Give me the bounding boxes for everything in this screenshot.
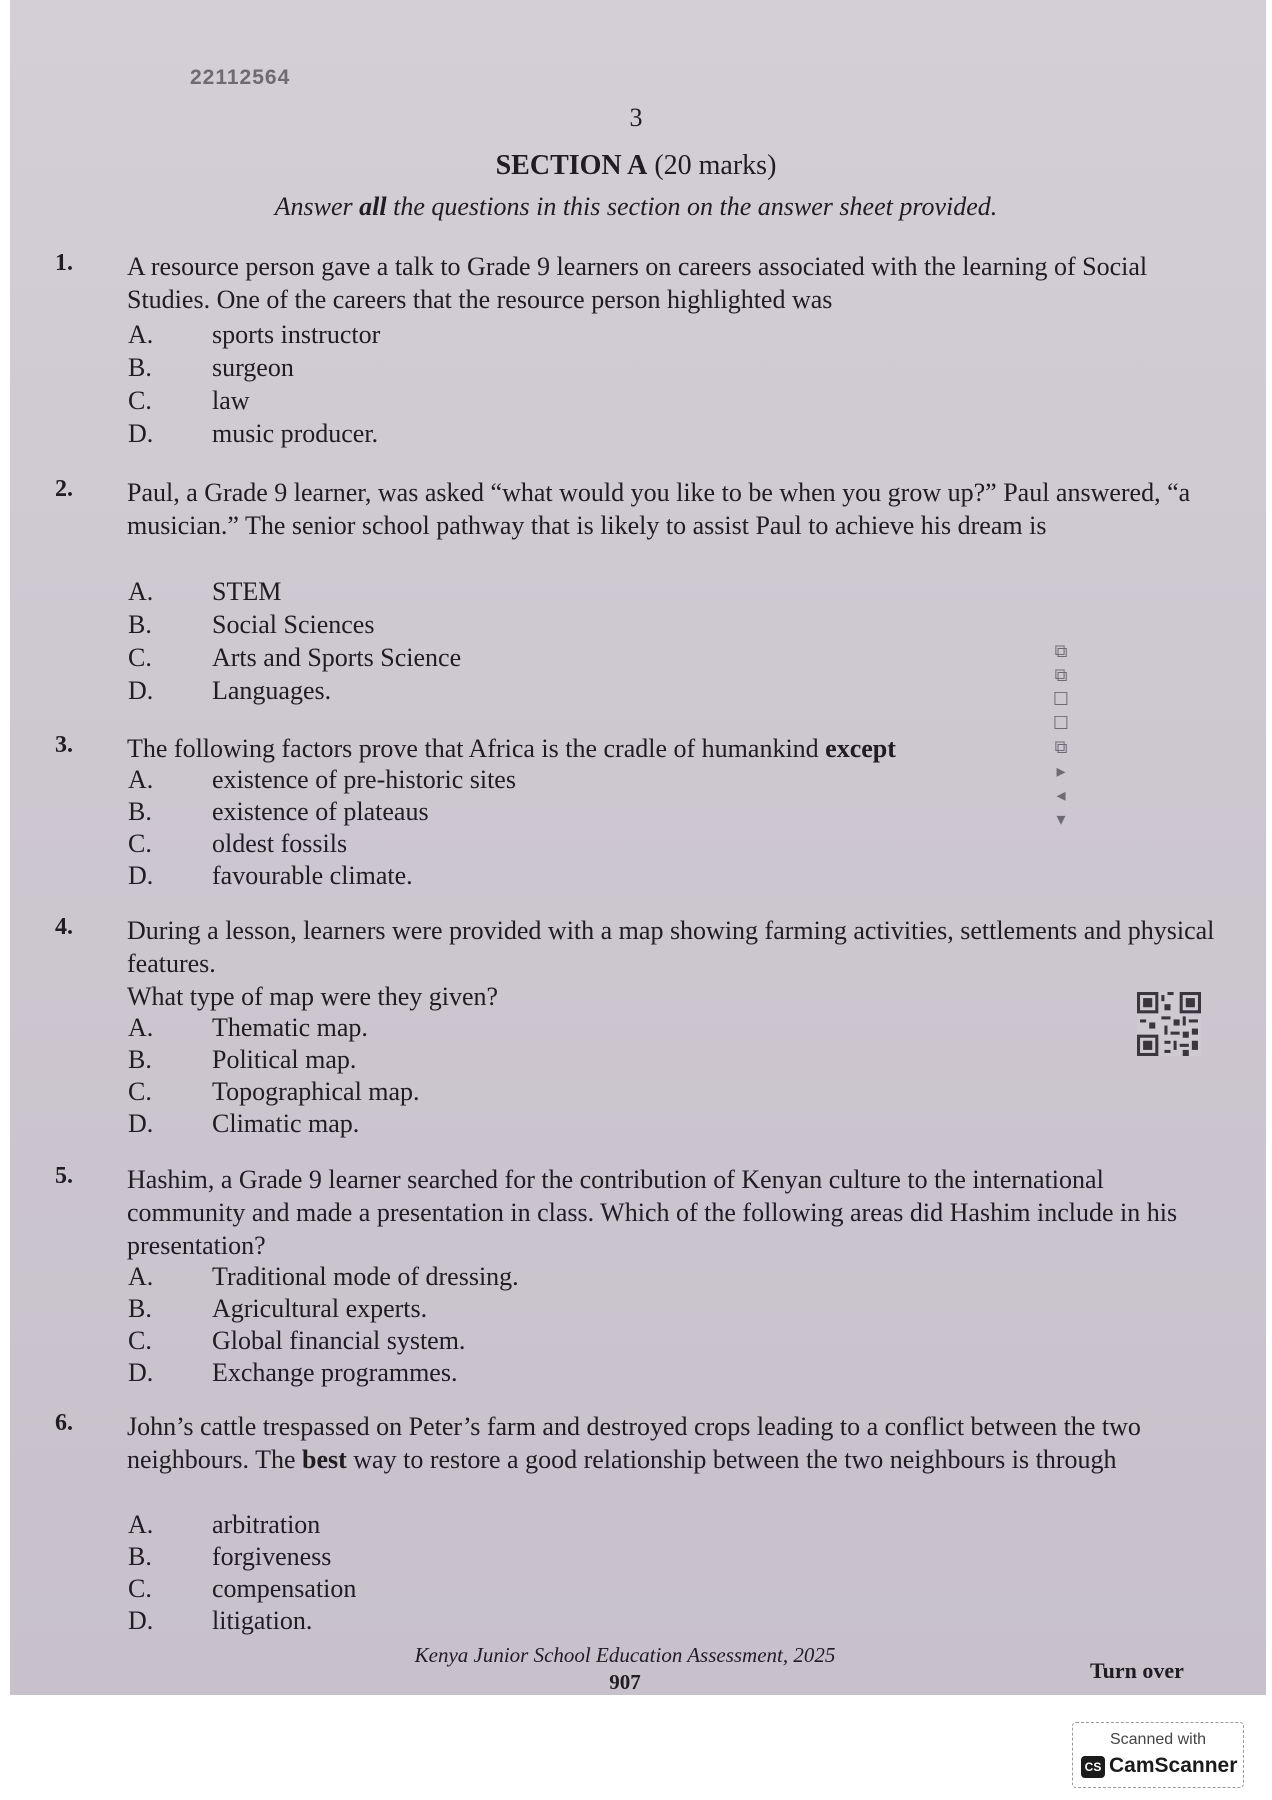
option-letter: A. (128, 765, 154, 794)
option-text: law (212, 386, 250, 415)
option-text: surgeon (212, 353, 294, 382)
option-text: music producer. (212, 419, 379, 448)
question-number: 3. (55, 732, 73, 758)
option-text: Exchange programmes. (212, 1358, 458, 1387)
section-instruction: Answer all the questions in this section on the answer sheet provided. (274, 192, 998, 221)
option-letter: D. (128, 1606, 154, 1635)
option-text: existence of plateaus (212, 797, 429, 826)
option-text: sports instructor (212, 320, 381, 349)
question-text: During a lesson, learners were provided with a map showing farming activities, settlements and physical features. What type of map were they given? (127, 916, 1215, 1011)
option-letter: C. (128, 1077, 152, 1106)
camscanner-logo-icon: CS (1081, 1756, 1105, 1778)
side-icon-strip (1050, 640, 1072, 832)
option-text: existence of pre-historic sites (212, 765, 516, 794)
footer-title: Kenya Junior School Education Assessment, 2025 (414, 1643, 836, 1667)
option-text: favourable climate. (212, 861, 413, 890)
question-text: The following factors prove that Africa is the cradle of humankind except (127, 734, 896, 763)
section-marks: (20 marks) (647, 150, 777, 181)
page-number: 3 (629, 103, 643, 132)
option-letter: C. (128, 829, 152, 858)
option-text: litigation. (212, 1606, 313, 1635)
question-text: John’s cattle trespassed on Peter’s farm and destroyed crops leading to a conflict between the two neighbours. The best way to restore a good relationship between the two neighbours is through (127, 1412, 1141, 1474)
option-letter: A. (128, 577, 154, 606)
option-letter: D. (128, 676, 154, 705)
paper-code: 907 (609, 1670, 641, 1694)
question-text: A resource person gave a talk to Grade 9 learners on careers associated with the learning of Social Studies. One of the careers that the resource person highlighted was (127, 252, 1148, 314)
option-letter: D. (128, 1109, 154, 1138)
square-icon: ☐ (1052, 713, 1070, 734)
option-text: Topographical map. (212, 1077, 420, 1106)
option-text: Agricultural experts. (212, 1294, 428, 1323)
option-letter: A. (128, 1262, 154, 1291)
option-text: compensation (212, 1574, 357, 1603)
option-letter: B. (128, 1045, 152, 1074)
option-letter: C. (128, 643, 152, 672)
copy-icon: ⧉ (1054, 641, 1068, 662)
option-letter: B. (128, 353, 152, 382)
option-text: forgiveness (212, 1542, 332, 1571)
question-emphasis: except (825, 734, 896, 763)
question-text: Paul, a Grade 9 learner, was asked “what would you like to be when you grow up?” Paul answered, “a musician.” The senior school pathway that is likely to assist Paul to achieve his dream is (127, 478, 1191, 540)
question-emphasis: best (302, 1445, 347, 1474)
option-text: Political map. (212, 1045, 357, 1074)
question-number: 4. (55, 914, 73, 940)
copy-icon: ⧉ (1054, 737, 1068, 758)
arrow-down-icon: ▾ (1056, 809, 1066, 830)
question-number: 5. (55, 1163, 73, 1189)
copy-icon: ⧉ (1054, 665, 1068, 686)
option-text: Social Sciences (212, 610, 375, 639)
qr-code-icon (1137, 992, 1201, 1056)
arrow-right-icon: ▸ (1056, 761, 1066, 782)
option-letter: A. (128, 1510, 154, 1539)
question-text: Hashim, a Grade 9 learner searched for the contribution of Kenyan culture to the international community and made a presentation in class. Which of the following areas did Hashim include in his presentation? (127, 1165, 1178, 1260)
option-letter: B. (128, 610, 152, 639)
option-text: Traditional mode of dressing. (212, 1262, 519, 1291)
option-letter: A. (128, 1013, 154, 1042)
section-title-label: SECTION A (495, 150, 648, 181)
option-text: arbitration (212, 1510, 321, 1539)
option-letter: B. (128, 1542, 152, 1571)
option-letter: D. (128, 861, 154, 890)
question-number: 6. (55, 1410, 73, 1436)
question-number: 1. (55, 250, 73, 276)
option-letter: D. (128, 419, 154, 448)
option-letter: C. (128, 1326, 152, 1355)
section-title (0, 150, 1272, 182)
option-text: Arts and Sports Science (212, 643, 462, 672)
option-letter: B. (128, 1294, 152, 1323)
option-text: STEM (212, 577, 282, 606)
option-text: Thematic map. (212, 1013, 368, 1042)
square-icon: ☐ (1052, 689, 1070, 710)
option-text: Global financial system. (212, 1326, 466, 1355)
watermark-brand: CamScanner (1109, 1754, 1238, 1777)
option-letter: C. (128, 386, 152, 415)
option-letter: B. (128, 797, 152, 826)
option-text: Climatic map. (212, 1109, 360, 1138)
option-letter: A. (128, 320, 154, 349)
instruction-emphasis: all (359, 192, 387, 221)
serial-number: 22112564 (190, 66, 291, 89)
option-text: Languages. (212, 676, 332, 705)
turn-over-note: Turn over (1090, 1658, 1184, 1683)
option-text: oldest fossils (212, 829, 348, 858)
question-number: 2. (55, 476, 73, 502)
option-letter: C. (128, 1574, 152, 1603)
option-letter: D. (128, 1358, 154, 1387)
camscanner-watermark (1072, 1722, 1244, 1788)
watermark-caption: Scanned with (1109, 1731, 1207, 1748)
arrow-left-icon: ◂ (1056, 785, 1066, 806)
